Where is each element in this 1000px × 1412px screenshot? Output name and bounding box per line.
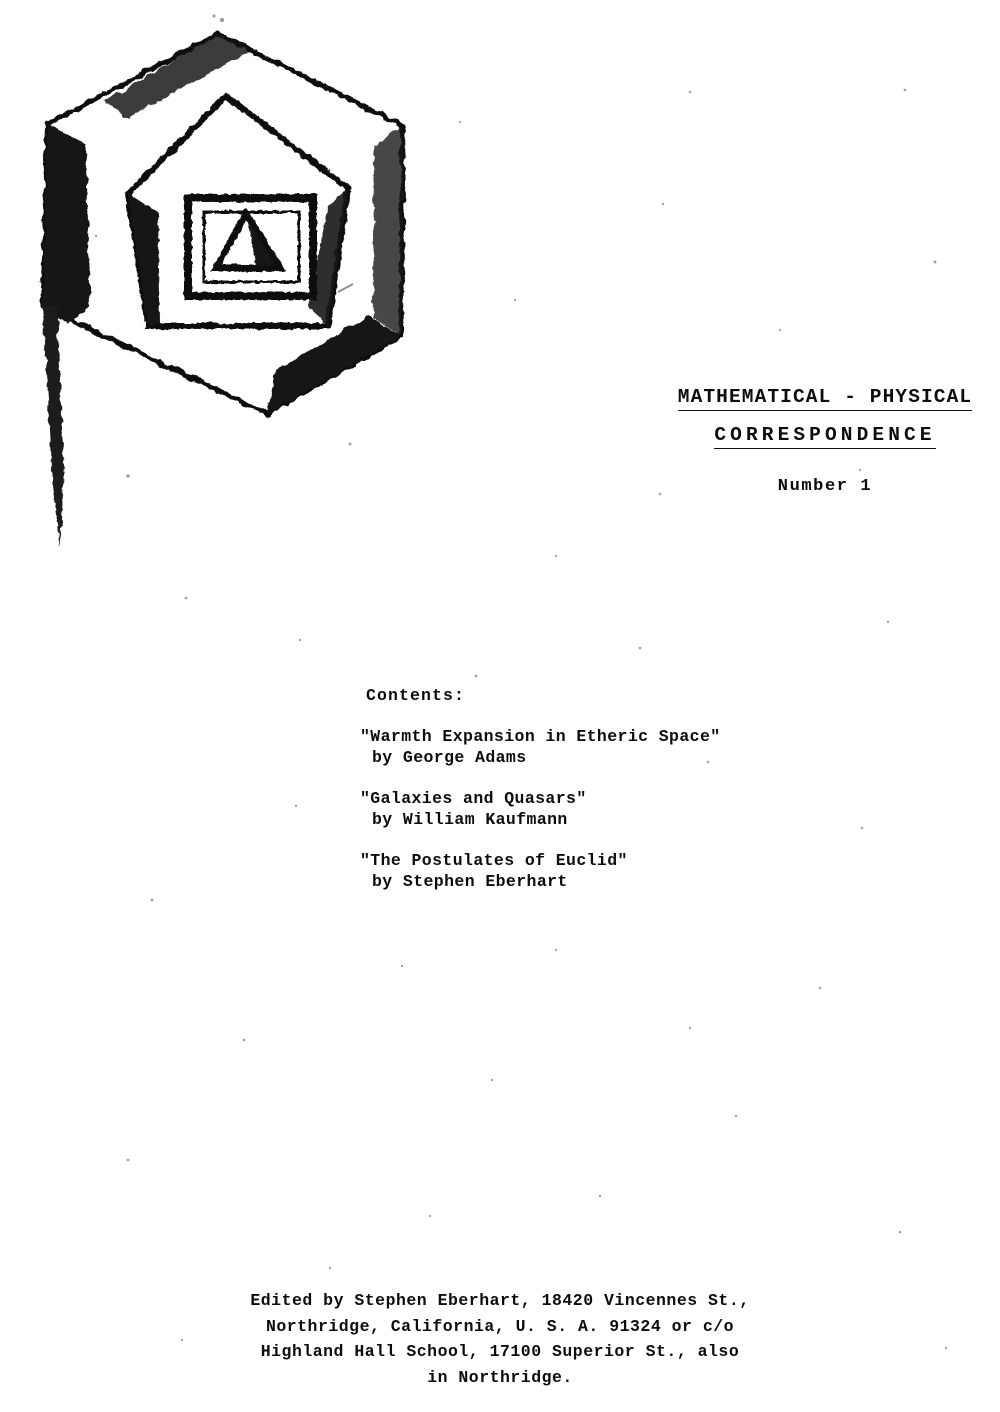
contents-entry (360, 727, 886, 767)
imprint-line-2: Northridge, California, U. S. A. 91324 or c/o (265, 1316, 735, 1336)
issue-number: Number 1 (777, 477, 873, 496)
imprint-line-1: Edited by Stephen Eberhart, 18420 Vincennes St., (250, 1291, 750, 1310)
masthead (660, 386, 990, 496)
contents-entry (360, 851, 886, 891)
article-title: "Galaxies and Quasars" (360, 789, 587, 808)
logo-inner-square (188, 198, 313, 296)
journal-title-line-1: MATHEMATICAL - PHYSICAL (678, 386, 972, 411)
journal-logo (8, 6, 448, 566)
imprint-line-4: in Northridge. (427, 1367, 573, 1387)
contents-entry (360, 789, 886, 829)
journal-title-line-2: CORRESPONDENCE (714, 424, 935, 449)
article-author: by William Kaufmann (372, 810, 568, 829)
article-title: "The Postulates of Euclid" (360, 851, 628, 870)
contents-section (360, 686, 886, 913)
logo-outer-hexagon (43, 34, 403, 546)
logo-triangle (216, 214, 280, 268)
article-title: "Warmth Expansion in Etheric Space" (360, 727, 721, 746)
article-author: by George Adams (372, 748, 527, 767)
editor-imprint (0, 1288, 1000, 1390)
article-author: by Stephen Eberhart (372, 872, 568, 891)
contents-heading: Contents: (366, 686, 466, 705)
imprint-line-3: Highland Hall School, 17100 Superior St., also (260, 1342, 740, 1362)
